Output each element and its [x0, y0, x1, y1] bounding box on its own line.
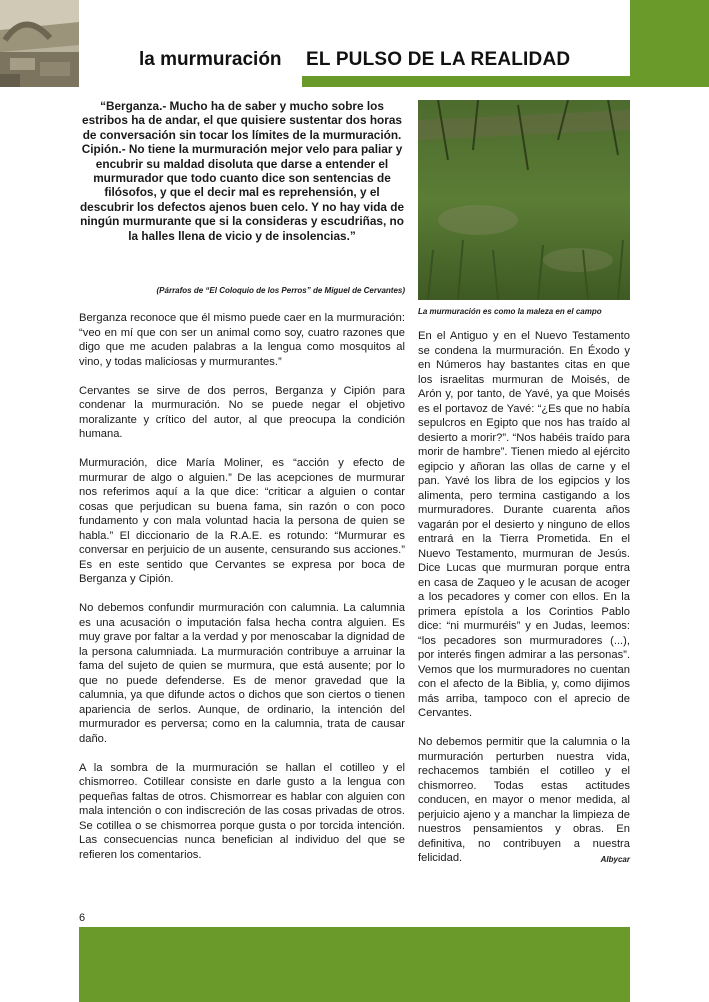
right-column [418, 329, 630, 880]
page-number: 6 [79, 912, 86, 924]
header-stone-photo [0, 0, 79, 87]
paragraph: A la sombra de la murmuración se hallan el cotilleo y el chismorreo. Cotillear consiste en darle gusto a la lengua con pequeñas faltas de otros. Chismorrear es hablar con alguien con mala intención o con indiscreción de las cosas privadas de otros. Se cotillea o se chismorrea porque gusta o por torcida intención. Las consecuencias nunca benefician al individuo del que se refieren los comentarios. [79, 761, 405, 861]
paragraph: Berganza reconoce que él mismo puede caer en la murmuración: “veo en mí que con ser un animal como soy, cuatro razones que digo que me acuden palabras a la lengua como mosquitos al vino, y todas maliciosas y murmurantes.” [79, 312, 405, 368]
quote-paragraph-berganza: “Berganza.- Mucho ha de saber y mucho sobre los estribos ha de andar, el que quisiere sustentar dos horas de conversación sin tocar los límites de la murmuración. [82, 99, 402, 142]
footer-green-band [79, 927, 630, 1002]
paragraph: No debemos permitir que la calumnia o la murmuración perturben nuestra vida, rechacemos también el cotilleo y el chismorreo. Todas estas actitudes conducen, en mayor o menor medida, al perjuicio ajeno y a manchar la limpieza de nuestros pensamientos y obras. En definitiva, no contribuyen a nuestra felicidad. [418, 736, 630, 864]
cervantes-quote [79, 99, 405, 243]
field-photo [418, 100, 630, 300]
header-green-strip [302, 76, 630, 87]
paragraph: Cervantes se sirve de dos perros, Berganza y Cipión para condenar la murmuración. No se puede negar el objetivo moralizante y crítico del autor, al que preocupa la condición humana. [79, 384, 405, 440]
section-label: la murmuración [139, 49, 282, 70]
left-column [79, 311, 405, 877]
paragraph: En el Antiguo y en el Nuevo Testamento se condena la murmuración. En Éxodo y en Números hay bastantes citas en que los israelitas murmuran de Moisés, de Arón y, por tanto, de Yavé, ya que Moisés es el portavoz de Yavé: “¿Es que no había sepulcros en Egipto que nos has traído al desierto a morir?”. “Nos habéis traído para morir de hambre”. Tienen miedo al ejército egipcio y añoran las ollas de carne y el pan. Yavé los libra de los egipcios y los alimenta, pero termina castigando a los murmuradores. Durante cuarenta años vagarán por el desierto y ninguno de ellos entrará en la Tierra Prometida. En el Nuevo Testamento, murmuran de Jesús. Dice Lucas que murmuran porque entra en casa de Zaqueo y le acusan de acoger a los pecadores y comer con ellos. En la primera epístola a los Corintios Pablo dice: “ni murmuréis” y en Judas, leemos: “los pecadores son murmuradores (...), por interés fingen admirar a las personas”. Vemos que los murmuradores no cuentan con el afecto de la Biblia, y, como dijimos más arriba, tampoco con el aprecio de Cervantes. [418, 330, 630, 719]
quote-paragraph-cipion: Cipión.- No tiene la murmuración mejor velo para paliar y encubrir su maldad disoluta que darse a entender el murmurador que todo cuanto dice son sentencias de filósofos, y que el decir mal es reprehensión, y el descubrir los defectos ajenos buen celo. Y no hay vida de ningún murmurante que si la consideras y escudriñas, no la halles llena de vicio y de insolencias.” [79, 142, 405, 243]
page-title: EL PULSO DE LA REALIDAD [306, 49, 571, 70]
author-signature: Albycar [600, 855, 630, 864]
photo-caption: La murmuración es como la maleza en el campo [418, 307, 602, 316]
paragraph: No debemos confundir murmuración con calumnia. La calumnia es una acusación o imputación falsa hecha contra alguien. Es muy grave por faltar a la verdad y por menoscabar la dignidad de la persona calumniada. La murmuración contribuye a arruinar la fama del sujeto de quien se murmura, que está ausente; por lo que no puede defenderse. Es de menor gravedad que la calumnia, ya que difunde actos o dichos que son ciertos o tienen apariencia de serlos. Aunque, de ordinario, la intención del murmurador es perversa; como en la calumnia, trata de causar daño. [79, 602, 405, 745]
paragraph: Murmuración, dice María Moliner, es “acción y efecto de murmurar de algo o alguien.” De las acepciones de murmurar nos referimos aquí a la que dice: “criticar a alguien o contar cosas que perjudican su buena fama, sin razón o con poco fundamento y con mala voluntad hacia la persona de quien se habla.” El diccionario de la R.A.E. es rotundo: “Murmurar es conversar en perjuicio de un ausente, censurando sus acciones.” Es en este sentido que Cervantes se expresa por boca de Berganza y Cipión. [79, 457, 405, 585]
header-green-block [630, 0, 709, 87]
quote-attribution: (Párrafos de “El Coloquio de los Perros” de Miguel de Cervantes) [156, 286, 405, 295]
